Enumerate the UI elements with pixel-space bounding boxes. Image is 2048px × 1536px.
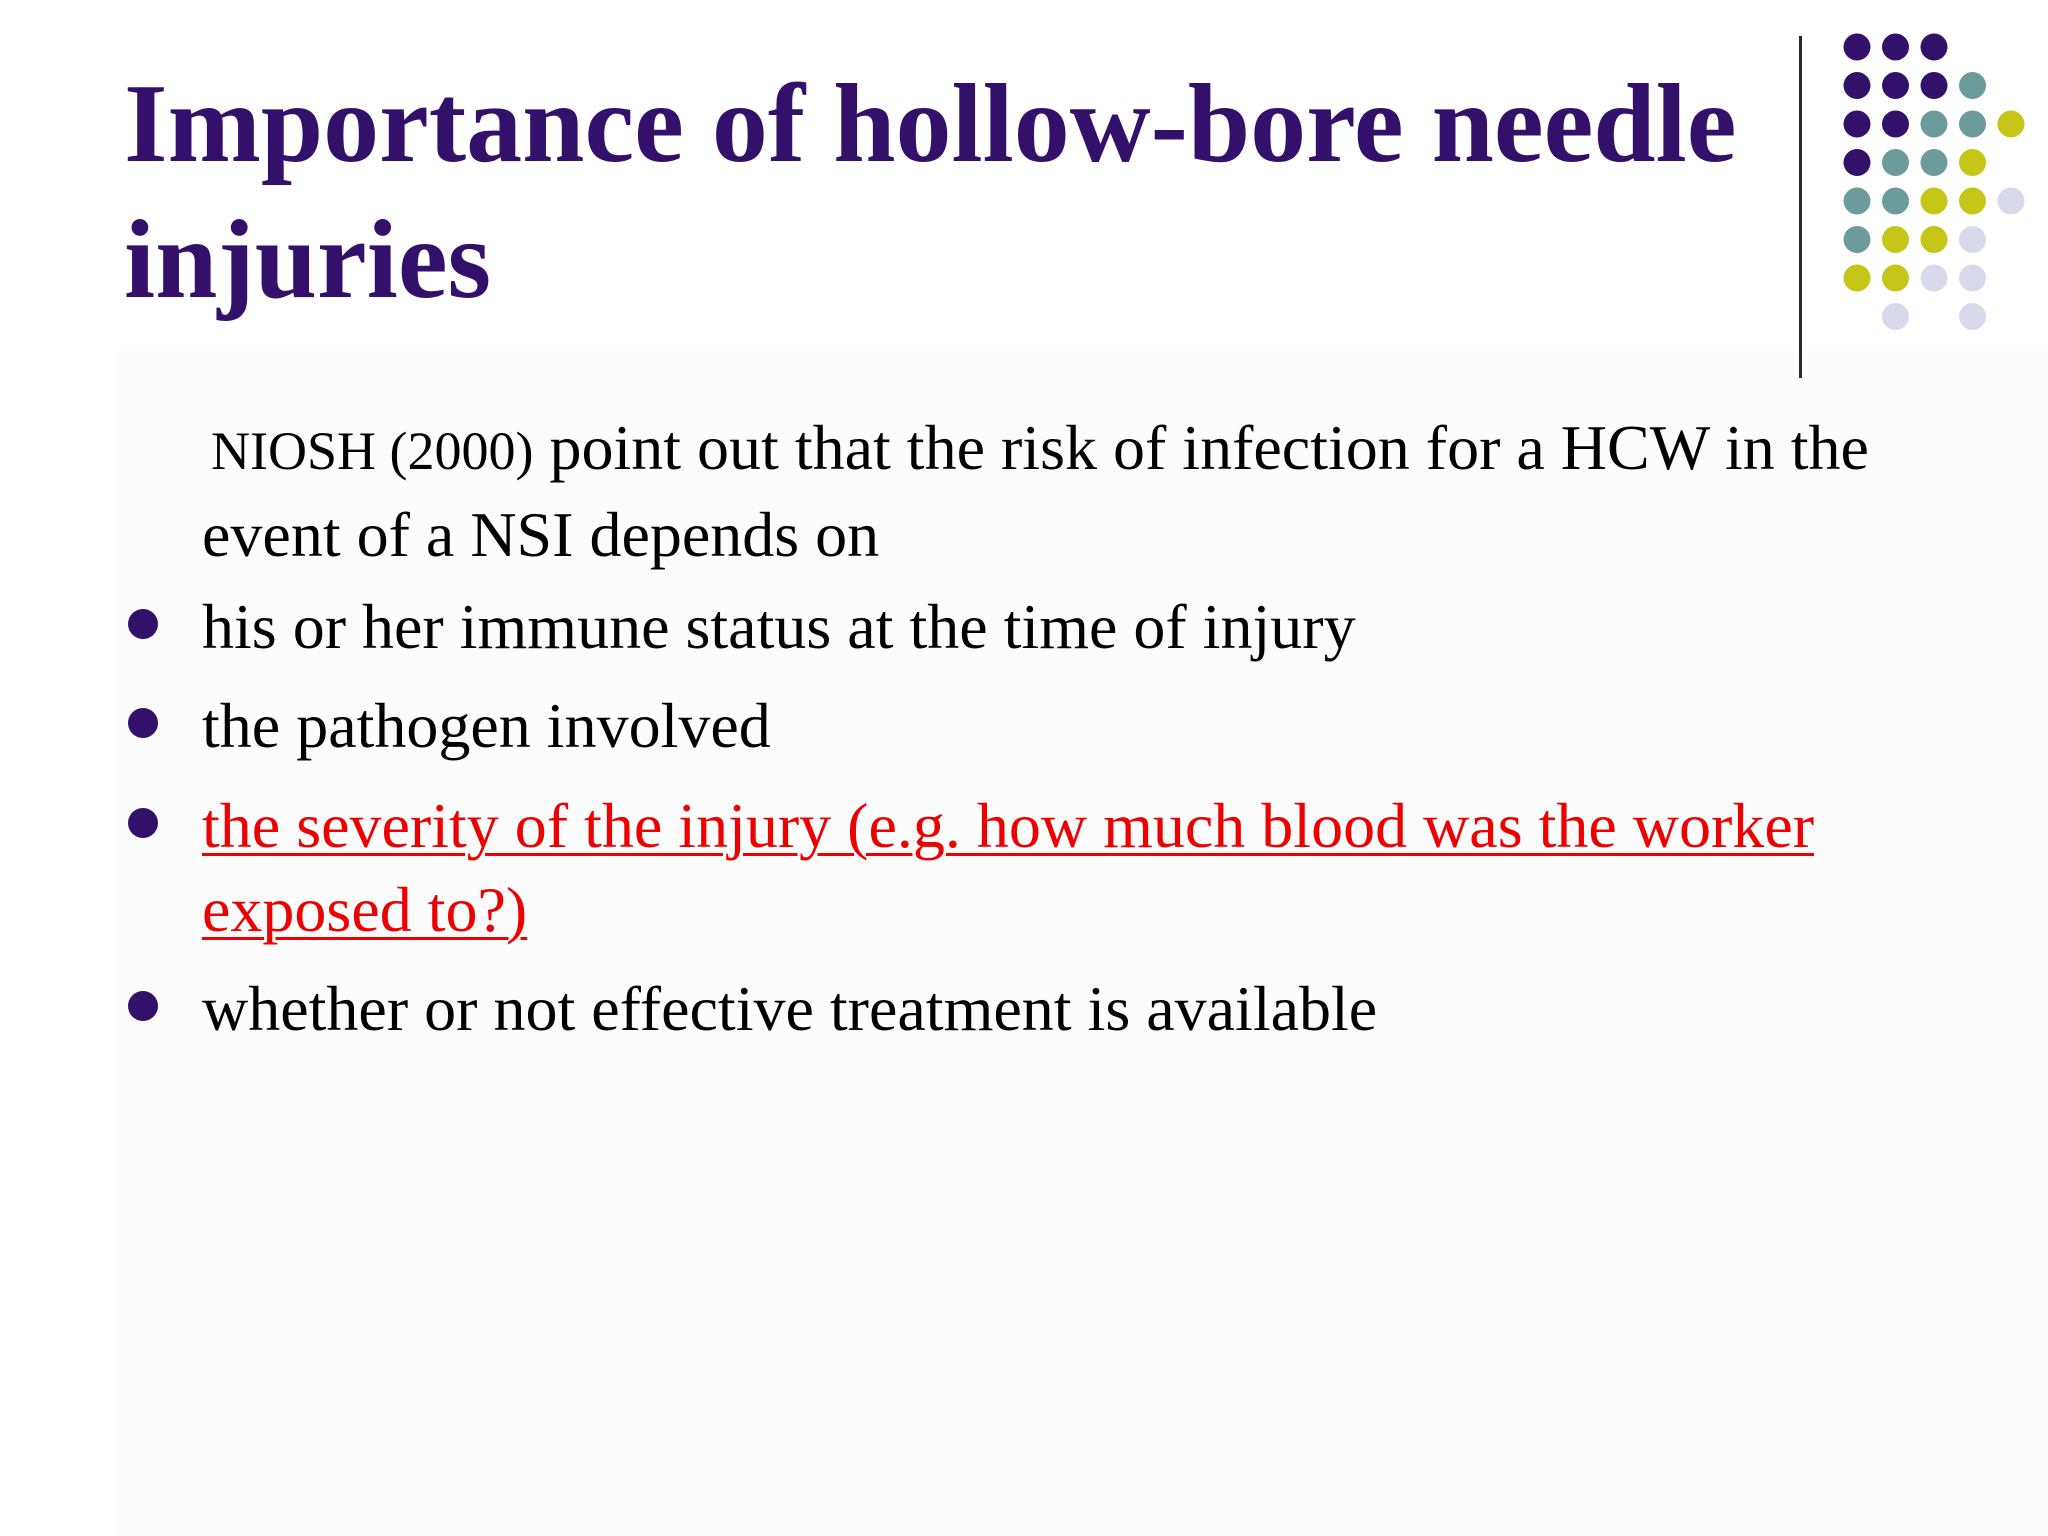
- bullet-item-3-highlighted: the severity of the injury (e.g. how much blood was the worker exposed to?): [202, 790, 1815, 945]
- bullet-item-1: his or her immune status at the time of injury: [202, 591, 1356, 662]
- intro-text: point out that the risk of infection for a HCW in the event of a NSI depends on: [202, 412, 1869, 570]
- bullet-dot-3: [128, 808, 158, 838]
- bullet-item-2: the pathogen involved: [202, 690, 771, 761]
- bullet-item-4: whether or not effective treatment is available: [202, 973, 1378, 1044]
- intro-paragraph: [202, 406, 1922, 577]
- bullet-dot-4: [128, 991, 158, 1021]
- bullet-dot-2: [128, 708, 158, 738]
- slide-title: Importance of hollow-bore needle injuries: [124, 62, 1737, 322]
- intro-citation: NIOSH (2000): [211, 421, 534, 481]
- bullet-dot-1: [128, 609, 158, 639]
